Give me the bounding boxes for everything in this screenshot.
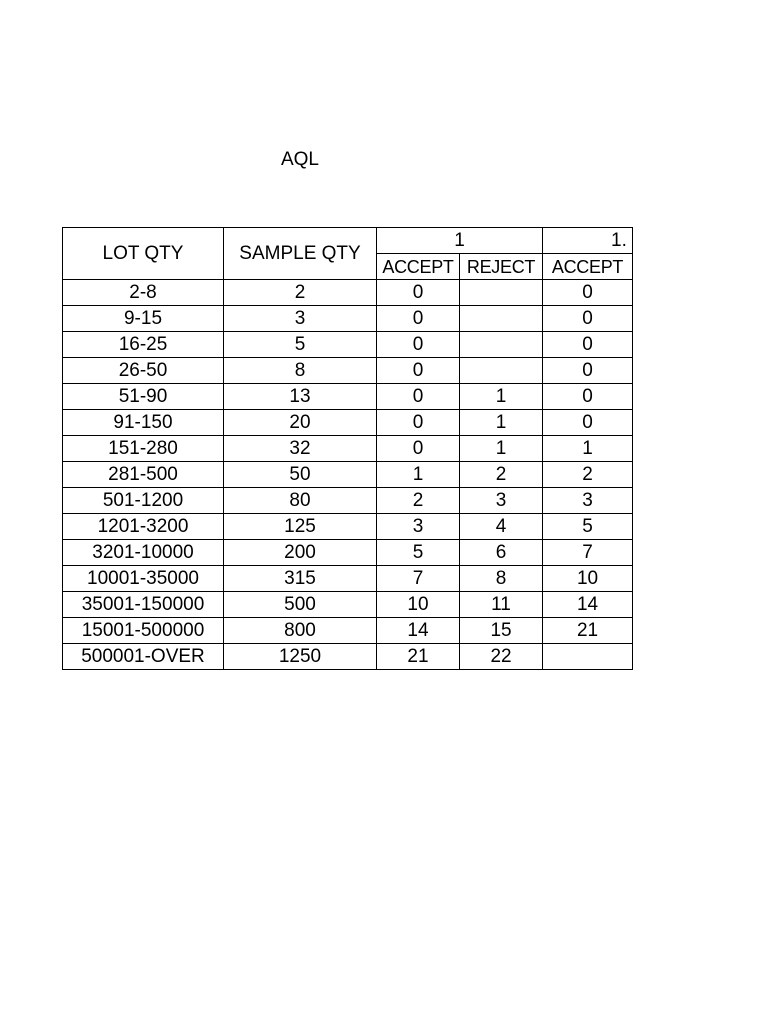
sample-qty-cell: 8 <box>224 358 377 384</box>
reject-cell <box>460 358 543 384</box>
table-row <box>63 410 633 436</box>
accept-cell: 5 <box>377 540 460 566</box>
table-row <box>63 488 633 514</box>
sample-qty-cell: 1250 <box>224 644 377 670</box>
accept-cell: 0 <box>543 410 633 436</box>
table-row <box>63 436 633 462</box>
accept-cell: 0 <box>377 384 460 410</box>
reject-cell: 8 <box>460 566 543 592</box>
table-row <box>63 462 633 488</box>
table-row <box>63 644 633 670</box>
lot-qty-cell: 501-1200 <box>63 488 224 514</box>
sample-qty-cell: 200 <box>224 540 377 566</box>
lot-qty-header: LOT QTY <box>63 228 224 280</box>
sample-qty-cell: 32 <box>224 436 377 462</box>
lot-qty-cell: 15001-500000 <box>63 618 224 644</box>
reject-cell: 15 <box>460 618 543 644</box>
table-row <box>63 332 633 358</box>
lot-qty-cell: 3201-10000 <box>63 540 224 566</box>
accept-cell: 0 <box>377 436 460 462</box>
lot-qty-cell: 281-500 <box>63 462 224 488</box>
table-row <box>63 540 633 566</box>
page-title: AQL <box>280 149 320 170</box>
table-row <box>63 306 633 332</box>
table-row <box>63 280 633 306</box>
table-row <box>63 358 633 384</box>
lot-qty-cell: 26-50 <box>63 358 224 384</box>
accept-cell: 7 <box>543 540 633 566</box>
accept-cell: 14 <box>377 618 460 644</box>
aql-level-1-header: 1 <box>377 228 543 254</box>
accept-cell: 1 <box>543 436 633 462</box>
reject-cell <box>460 306 543 332</box>
sample-qty-cell: 315 <box>224 566 377 592</box>
header-row-top <box>63 228 633 254</box>
sample-qty-cell: 20 <box>224 410 377 436</box>
aql-table-viewport <box>62 227 627 672</box>
accept-cell: 2 <box>377 488 460 514</box>
accept-cell: 0 <box>543 280 633 306</box>
reject-cell: 22 <box>460 644 543 670</box>
accept-cell: 21 <box>543 618 633 644</box>
sample-qty-cell: 3 <box>224 306 377 332</box>
reject-cell: 4 <box>460 514 543 540</box>
lot-qty-cell: 9-15 <box>63 306 224 332</box>
lot-qty-cell: 91-150 <box>63 410 224 436</box>
lot-qty-cell: 1201-3200 <box>63 514 224 540</box>
accept-cell: 7 <box>377 566 460 592</box>
sample-qty-cell: 2 <box>224 280 377 306</box>
reject-header: REJECT <box>460 254 543 280</box>
accept-cell: 10 <box>543 566 633 592</box>
lot-qty-cell: 51-90 <box>63 384 224 410</box>
lot-qty-cell: 10001-35000 <box>63 566 224 592</box>
lot-qty-cell: 500001-OVER <box>63 644 224 670</box>
accept-cell: 3 <box>543 488 633 514</box>
table-row <box>63 618 633 644</box>
accept-cell: 14 <box>543 592 633 618</box>
sample-qty-cell: 13 <box>224 384 377 410</box>
reject-cell: 1 <box>460 410 543 436</box>
accept-cell: 0 <box>543 358 633 384</box>
reject-cell <box>460 332 543 358</box>
lot-qty-cell: 2-8 <box>63 280 224 306</box>
reject-cell: 1 <box>460 384 543 410</box>
sample-qty-cell: 5 <box>224 332 377 358</box>
table-row <box>63 566 633 592</box>
accept-header: ACCEPT <box>377 254 460 280</box>
sample-qty-cell: 50 <box>224 462 377 488</box>
reject-cell: 11 <box>460 592 543 618</box>
accept-cell: 2 <box>543 462 633 488</box>
reject-cell: 3 <box>460 488 543 514</box>
sample-qty-header: SAMPLE QTY <box>224 228 377 280</box>
accept-cell: 0 <box>377 280 460 306</box>
aql-table-body <box>63 228 633 670</box>
lot-qty-cell: 16-25 <box>63 332 224 358</box>
accept-cell: 0 <box>543 332 633 358</box>
table-row <box>63 592 633 618</box>
accept-cell: 1 <box>377 462 460 488</box>
accept-cell: 0 <box>377 332 460 358</box>
table-row <box>63 514 633 540</box>
accept-cell: 10 <box>377 592 460 618</box>
sample-qty-cell: 80 <box>224 488 377 514</box>
accept-header: ACCEPT <box>543 254 633 280</box>
accept-cell: 0 <box>377 358 460 384</box>
lot-qty-cell: 151-280 <box>63 436 224 462</box>
reject-cell: 6 <box>460 540 543 566</box>
sample-qty-cell: 125 <box>224 514 377 540</box>
accept-cell: 21 <box>377 644 460 670</box>
lot-qty-cell: 35001-150000 <box>63 592 224 618</box>
reject-cell <box>460 280 543 306</box>
sample-qty-cell: 500 <box>224 592 377 618</box>
aql-table <box>62 227 633 670</box>
sample-qty-cell: 800 <box>224 618 377 644</box>
accept-cell: 0 <box>377 410 460 436</box>
reject-cell: 2 <box>460 462 543 488</box>
accept-cell: 0 <box>543 384 633 410</box>
accept-cell <box>543 644 633 670</box>
reject-cell: 1 <box>460 436 543 462</box>
aql-level-2-header: 1. <box>543 228 633 254</box>
accept-cell: 0 <box>377 306 460 332</box>
accept-cell: 3 <box>377 514 460 540</box>
accept-cell: 5 <box>543 514 633 540</box>
table-row <box>63 384 633 410</box>
accept-cell: 0 <box>543 306 633 332</box>
